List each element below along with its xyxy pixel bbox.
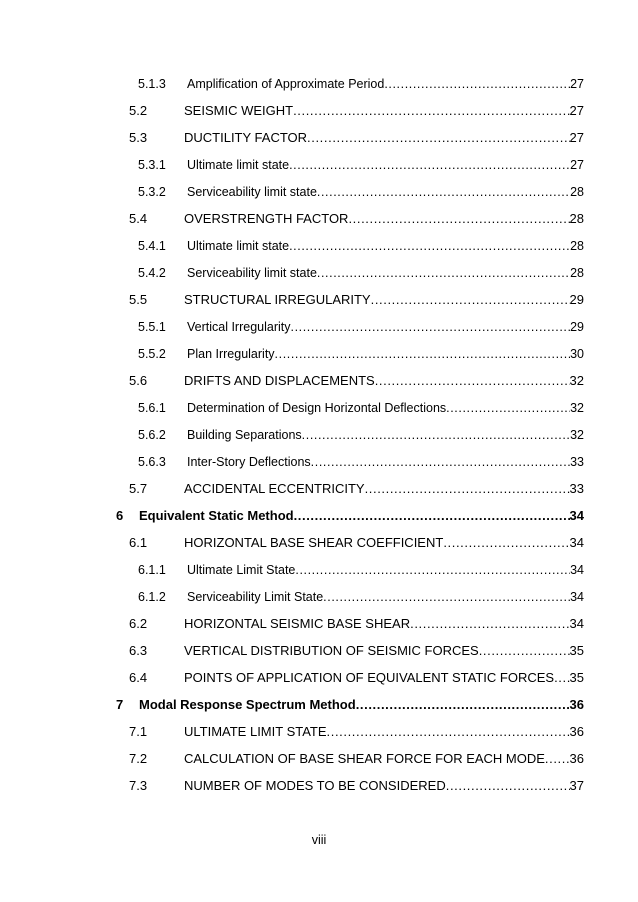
toc-entry-page: 36: [569, 697, 584, 712]
toc-entry[interactable]: [138, 236, 584, 256]
toc-entry-title: VERTICAL DISTRIBUTION OF SEISMIC FORCES: [184, 643, 479, 658]
toc-entry-page: 27: [569, 103, 584, 118]
toc-entry-number: 5.3.1: [138, 158, 166, 172]
toc-entry-title: NUMBER OF MODES TO BE CONSIDERED: [184, 778, 446, 793]
leader-dots: [375, 371, 570, 391]
toc-entry-number: 5.4.1: [138, 239, 166, 253]
toc-entry-number: 5.3.2: [138, 185, 166, 199]
leader-dots: [356, 695, 570, 715]
toc-entry[interactable]: [138, 587, 584, 607]
toc-entry-title: Vertical Irregularity: [187, 320, 291, 334]
toc-entry[interactable]: [138, 317, 584, 337]
toc-entry[interactable]: [138, 182, 584, 202]
toc-entry-page: 27: [570, 77, 584, 91]
toc-entry[interactable]: [129, 533, 584, 553]
toc-entry[interactable]: [129, 749, 584, 769]
toc-entry-number: 6.1: [129, 535, 148, 550]
leader-dots: [554, 668, 569, 688]
toc-entry-number: 5.6.3: [138, 455, 166, 469]
toc-entry-title: Serviceability limit state: [187, 185, 317, 199]
toc-entry-page: 35: [569, 643, 584, 658]
toc-entry[interactable]: [129, 479, 584, 499]
toc-entry-title: Building Separations: [187, 428, 302, 442]
toc-entry[interactable]: [129, 101, 584, 121]
toc-entry-number: 6.1.1: [138, 563, 166, 577]
toc-entry-page: 34: [569, 616, 584, 631]
leader-dots: [289, 236, 570, 256]
toc-entry-number: 6.1.2: [138, 590, 166, 604]
toc-entry-page: 33: [569, 481, 584, 496]
toc-entry-number: 6.2: [129, 616, 148, 631]
leader-dots: [545, 749, 570, 769]
toc-entry-number: 5.4.2: [138, 266, 166, 280]
leader-dots: [384, 74, 570, 94]
toc-entry-page: 34: [570, 563, 584, 577]
toc-entry-title: Ultimate limit state: [187, 158, 290, 172]
toc-entry[interactable]: [129, 668, 584, 688]
leader-dots: [295, 560, 570, 580]
toc-entry[interactable]: [129, 209, 584, 229]
toc-entry-number: 7.3: [129, 778, 148, 793]
leader-dots: [293, 101, 569, 121]
leader-dots: [479, 641, 570, 661]
toc-entry-number: 5.3: [129, 130, 148, 145]
leader-dots: [327, 722, 570, 742]
toc-entry-title: Determination of Design Horizontal Deflections: [187, 401, 447, 415]
leader-dots: [317, 263, 570, 283]
leader-dots: [294, 506, 570, 526]
toc-entry-page: 34: [569, 508, 584, 523]
toc-entry-title: STRUCTURAL IRREGULARITY: [184, 292, 371, 307]
toc-entry-page: 35: [569, 670, 584, 685]
toc-entry-title: Equivalent Static Method: [139, 508, 294, 523]
toc-entry-number: 5.6.2: [138, 428, 166, 442]
toc-entry-title: Inter-Story Deflections: [187, 455, 311, 469]
leader-dots: [371, 290, 570, 310]
toc-entry-page: 30: [570, 347, 584, 361]
toc-entry[interactable]: [138, 263, 584, 283]
leader-dots: [365, 479, 570, 499]
toc-entry[interactable]: [138, 398, 584, 418]
page-number: viii: [311, 833, 327, 847]
leader-dots: [446, 776, 570, 796]
leader-dots: [275, 344, 571, 364]
toc-entry-page: 29: [569, 292, 584, 307]
toc-entry-title: ACCIDENTAL ECCENTRICITY: [184, 481, 365, 496]
leader-dots: [317, 182, 570, 202]
toc-entry[interactable]: [129, 128, 584, 148]
toc-entry[interactable]: [129, 776, 584, 796]
toc-entry-page: 36: [569, 724, 584, 739]
toc-entry-page: 28: [570, 185, 584, 199]
leader-dots: [443, 533, 569, 553]
toc-entry-title: Ultimate Limit State: [187, 563, 296, 577]
toc-entry-title: OVERSTRENGTH FACTOR: [184, 211, 349, 226]
toc-entry-page: 34: [570, 590, 584, 604]
toc-entry-title: DRIFTS AND DISPLACEMENTS: [184, 373, 375, 388]
toc-entry-page: 28: [570, 266, 584, 280]
toc-entry-number: 7.2: [129, 751, 148, 766]
toc-entry-number: 5.5.1: [138, 320, 166, 334]
toc-entry-title: Serviceability Limit State: [187, 590, 324, 604]
toc-entry-number: 5.5.2: [138, 347, 166, 361]
toc-entry-number: 6: [116, 508, 124, 523]
toc-entry-page: 32: [570, 428, 584, 442]
toc-entry[interactable]: [129, 371, 584, 391]
leader-dots: [302, 425, 570, 445]
toc-entry-page: 28: [569, 211, 584, 226]
toc-entry[interactable]: [129, 290, 584, 310]
toc-entry-title: HORIZONTAL BASE SHEAR COEFFICIENT: [184, 535, 444, 550]
toc-entry-title: SEISMIC WEIGHT: [184, 103, 294, 118]
leader-dots: [307, 128, 569, 148]
toc-entry-title: HORIZONTAL SEISMIC BASE SHEAR: [184, 616, 411, 631]
toc-entry-page: 32: [570, 401, 584, 415]
toc-entry-number: 6.4: [129, 670, 148, 685]
leader-dots: [323, 587, 570, 607]
toc-entry-number: 5.4: [129, 211, 148, 226]
toc-entry-page: 37: [569, 778, 584, 793]
toc-entry[interactable]: [138, 425, 584, 445]
toc-entry-title: Amplification of Approximate Period: [187, 77, 385, 91]
toc-entry-title: ULTIMATE LIMIT STATE: [184, 724, 327, 739]
toc-entry-number: 5.2: [129, 103, 148, 118]
toc-entry-page: 34: [569, 535, 584, 550]
leader-dots: [311, 452, 570, 472]
toc-entry-number: 7: [116, 697, 124, 712]
toc-entry-title: POINTS OF APPLICATION OF EQUIVALENT STATIC FORCES: [184, 670, 555, 685]
toc-entry-number: 5.7: [129, 481, 148, 496]
leader-dots: [410, 614, 569, 634]
toc-entry-number: 5.5: [129, 292, 148, 307]
toc-entry-title: Modal Response Spectrum Method: [139, 697, 356, 712]
toc-entry-title: Serviceability limit state: [187, 266, 317, 280]
leader-dots: [446, 398, 570, 418]
toc-entry[interactable]: [138, 74, 584, 94]
leader-dots: [348, 209, 569, 229]
toc-entry-page: 28: [570, 239, 584, 253]
toc-entry-page: 32: [569, 373, 584, 388]
toc-entry[interactable]: [138, 155, 584, 175]
toc-entry-number: 5.6: [129, 373, 148, 388]
toc-entry[interactable]: [138, 452, 584, 472]
leader-dots: [289, 155, 570, 175]
toc-chapter-entry[interactable]: [116, 695, 584, 715]
toc-entry[interactable]: [129, 614, 584, 634]
toc-entry-title: Ultimate limit state: [187, 239, 290, 253]
toc-entry-title: Plan Irregularity: [187, 347, 275, 361]
toc-chapter-entry[interactable]: [116, 506, 584, 526]
toc-entry-page: 27: [569, 130, 584, 145]
toc-entry-title: DUCTILITY FACTOR: [184, 130, 308, 145]
toc-entry[interactable]: [138, 560, 584, 580]
toc-entry-title: CALCULATION OF BASE SHEAR FORCE FOR EACH MODE: [184, 751, 545, 766]
toc-entry[interactable]: [129, 641, 584, 661]
leader-dots: [291, 317, 571, 337]
toc-entry-number: 5.6.1: [138, 401, 166, 415]
toc-entry-page: 33: [570, 455, 584, 469]
toc-entry[interactable]: [138, 344, 584, 364]
toc-entry-page: 27: [570, 158, 584, 172]
toc-entry-number: 6.3: [129, 643, 148, 658]
toc-entry-number: 5.1.3: [138, 77, 166, 91]
toc-entry-number: 7.1: [129, 724, 148, 739]
toc-entry[interactable]: [129, 722, 584, 742]
toc-entry-page: 36: [569, 751, 584, 766]
toc-entry-page: 29: [570, 320, 584, 334]
